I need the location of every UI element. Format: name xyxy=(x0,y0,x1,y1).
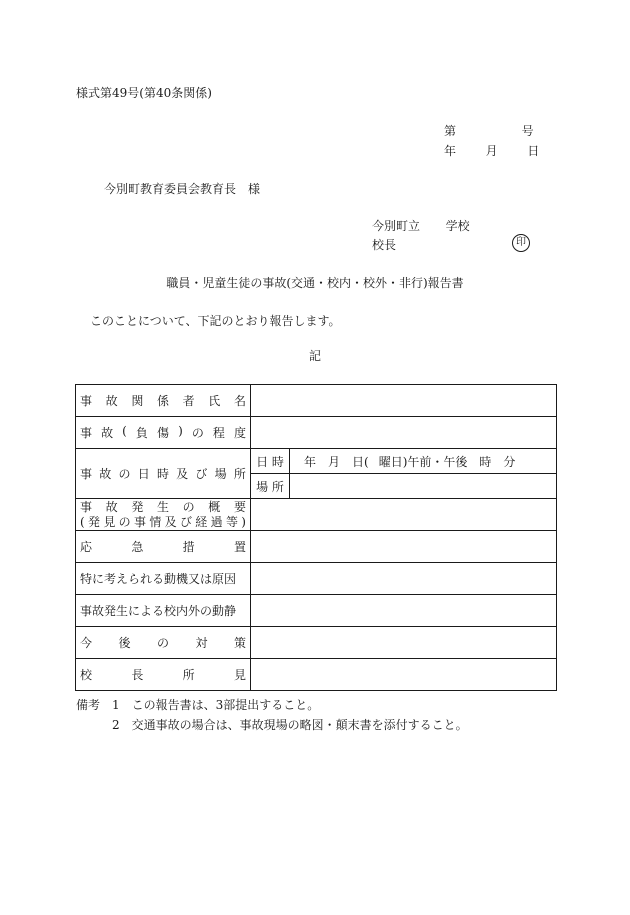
label-impact: 事故発生による校内外の動静 xyxy=(76,595,251,627)
table-row xyxy=(76,659,557,691)
field-date[interactable]: 年 月 日( 曜日)午前・午後 時 分 xyxy=(290,449,557,474)
label-person: 事 故 関 係 者 氏 名 xyxy=(76,385,251,417)
label-date: 日 時 xyxy=(251,449,290,474)
intro-text: このことについて、下記のとおり報告します。 xyxy=(90,314,341,328)
field-principal-view[interactable] xyxy=(251,659,557,691)
label-degree: 事 故 ( 負 傷 ) の 程 度 xyxy=(76,417,251,449)
field-summary[interactable] xyxy=(251,499,557,531)
table-row xyxy=(76,417,557,449)
table-row xyxy=(76,627,557,659)
label-place: 場 所 xyxy=(251,474,290,499)
field-emergency[interactable] xyxy=(251,531,557,563)
document-title: 職員・児童生徒の事故(交通・校内・校外・非行)報告書 xyxy=(166,276,464,290)
table-row xyxy=(76,449,557,474)
label-summary: 事 故 発 生 の 概 要 ( 発 見 の 事 情 及 び 経 過 等 ) xyxy=(76,499,251,531)
document-number xyxy=(444,122,534,139)
date-month: 月 xyxy=(485,144,498,158)
form-number: 様式第49号(第40条関係) xyxy=(76,86,212,100)
principal-label: 校長 xyxy=(372,238,397,252)
table-row xyxy=(76,499,557,531)
field-degree[interactable] xyxy=(251,417,557,449)
label-emergency: 応 急 措 置 xyxy=(76,531,251,563)
date-year: 年 xyxy=(444,144,457,158)
ki-heading: 記 xyxy=(308,349,321,363)
label-future: 今 後 の 対 策 xyxy=(76,627,251,659)
field-impact[interactable] xyxy=(251,595,557,627)
number-prefix: 第 xyxy=(444,124,457,138)
table-row xyxy=(76,385,557,417)
town-label: 今別町立 xyxy=(372,219,421,233)
school-name xyxy=(372,217,470,234)
note-2: 2 交通事故の場合は、事故現場の略図・顛末書を添付すること。 xyxy=(112,718,468,732)
field-future[interactable] xyxy=(251,627,557,659)
addressee: 今別町教育委員会教育長 様 xyxy=(104,182,261,196)
report-table xyxy=(75,384,557,691)
label-datetime-place: 事 故 の 日 時 及 び 場 所 xyxy=(76,449,251,499)
notes-label: 備考 xyxy=(76,698,101,712)
seal-mark: 印 xyxy=(512,234,530,252)
field-motive[interactable] xyxy=(251,563,557,595)
field-place[interactable] xyxy=(290,474,557,499)
table-row xyxy=(76,563,557,595)
date-day: 日 xyxy=(527,144,540,158)
field-person[interactable] xyxy=(251,385,557,417)
label-motive: 特に考えられる動機又は原因 xyxy=(76,563,251,595)
document-date xyxy=(444,142,539,159)
table-row xyxy=(76,531,557,563)
note-1: 備考 1 この報告書は、3部提出すること。 xyxy=(76,698,320,712)
number-suffix: 号 xyxy=(521,124,534,138)
label-principal-view: 校 長 所 見 xyxy=(76,659,251,691)
table-row xyxy=(76,595,557,627)
school-label: 学校 xyxy=(445,219,470,233)
